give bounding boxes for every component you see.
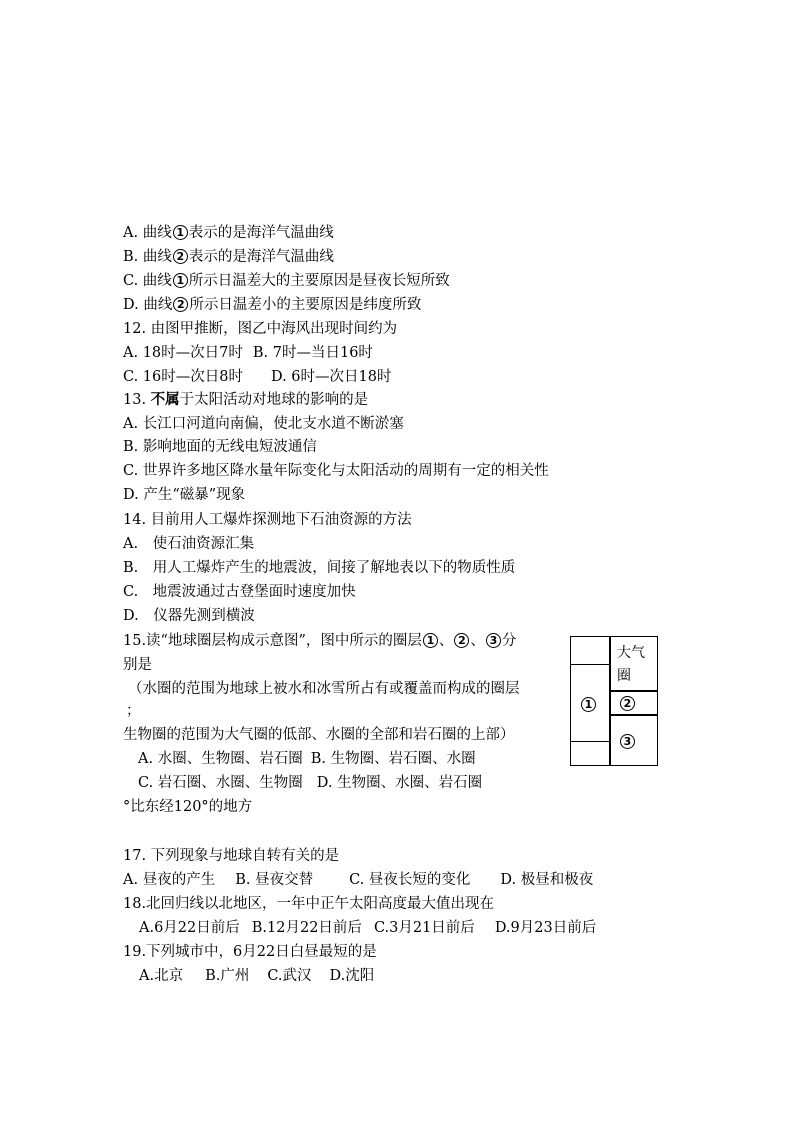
diagram-line-3 [609,714,658,716]
q15-options-cd: C. 岩石圈、水圈、生物圈 D. 生物圈、水圈、岩石圈 [138,775,483,791]
circled-number-1: 1 [581,697,596,712]
earth-sphere-diagram [570,636,658,766]
q13-option-b: B. 影响地面的无线电短波通信 [123,439,317,455]
q14-option-b: B. 用人工爆炸产生的地震波，间接了解地表以下的物质性质 [123,560,516,576]
q17-stem: 17. 下列现象与地球自转有关的是 [123,848,340,864]
q16-fragment: °比东经120°的地方 [123,799,253,815]
q13-option-d: D. 产生“磁暴”现象 [123,487,246,503]
q19-options: A.北京 B.广州 C.武汉 D.沈阳 [139,968,375,984]
q11-option-a: A. 曲线 1 表示的是海洋气温曲线 [123,225,334,241]
q11-option-c: C. 曲线 1 所示日温差大的主要原因是昼夜长短所致 [123,273,450,289]
diagram-divider [609,636,611,766]
q15-stem-line1: 15.读“地球圈层构成示意图”，图中所示的圈层 1 、 2 、 3 分 [123,633,517,649]
circled-number: 3 [486,633,501,648]
diagram-label-atmosphere-1: 大气 [617,645,645,661]
circled-number: 1 [173,273,188,288]
q18-options: A.6月22日前后 B.12月22日前后 C.3月21日前后 D.9月23日前后 [139,920,597,936]
q13-stem: 13. 不属于太阳活动对地球的影响的是 [123,391,369,408]
q18-stem: 18.北回归线以北地区，一年中正午太阳高度最大值出现在 [123,896,495,912]
q11-option-b: B. 曲线 2 表示的是海洋气温曲线 [123,249,334,265]
q12-options-ab: A. 18时—次日7时 B. 7时—当日16时 [123,345,373,361]
diagram-line-2 [609,690,658,692]
q14-option-c: C. 地震波通过古登堡面时速度加快 [123,584,356,600]
q15-options-ab: A. 水圈、生物圈、岩石圈 B. 生物圈、岩石圈、水圈 [138,751,476,767]
circled-number-2: 2 [620,696,635,711]
circled-number: 1 [423,633,438,648]
q13-option-c: C. 世界许多地区降水量年际变化与太阳活动的周期有一定的相关性 [123,463,549,479]
circled-number: 2 [454,633,469,648]
q12-options-cd: C. 16时—次日8时 D. 6时—次日18时 [123,369,392,385]
circled-number: 1 [173,225,188,240]
circled-number: 2 [173,249,188,264]
q19-stem: 19.下列城市中，6月22日白昼最短的是 [123,944,377,960]
q17-options: A. 昼夜的产生 B. 昼夜交替 C. 昼夜长短的变化 D. 极昼和极夜 [123,872,594,888]
q15-note-line2: ； [126,703,141,719]
q14-stem: 14. 目前用人工爆炸探测地下石油资源的方法 [123,512,412,528]
q11-option-d: D. 曲线 2 所示日温差小的主要原因是纬度所致 [123,297,422,313]
diagram-label-atmosphere-2: 圈 [617,668,631,684]
circled-number-3: 3 [620,734,635,749]
q15-stem-line2: 别是 [123,657,152,673]
q14-option-d: D. 仪器先测到横波 [123,608,255,624]
circled-number: 2 [173,297,188,312]
q12-stem: 12. 由图甲推断，图乙中海风出现时间约为 [123,321,398,337]
q15-note-line3: 生物圈的范围为大气圈的低部、水圈的全部和岩石圈的上部） [123,727,515,743]
q13-option-a: A. 长江口河道向南偏，使北支水道不断淤塞 [123,416,404,432]
q14-option-a: A. 使石油资源汇集 [123,536,255,552]
q15-note-line1: （水圈的范围为地球上被水和冰雪所占有或覆盖而构成的圈层 [128,681,520,697]
